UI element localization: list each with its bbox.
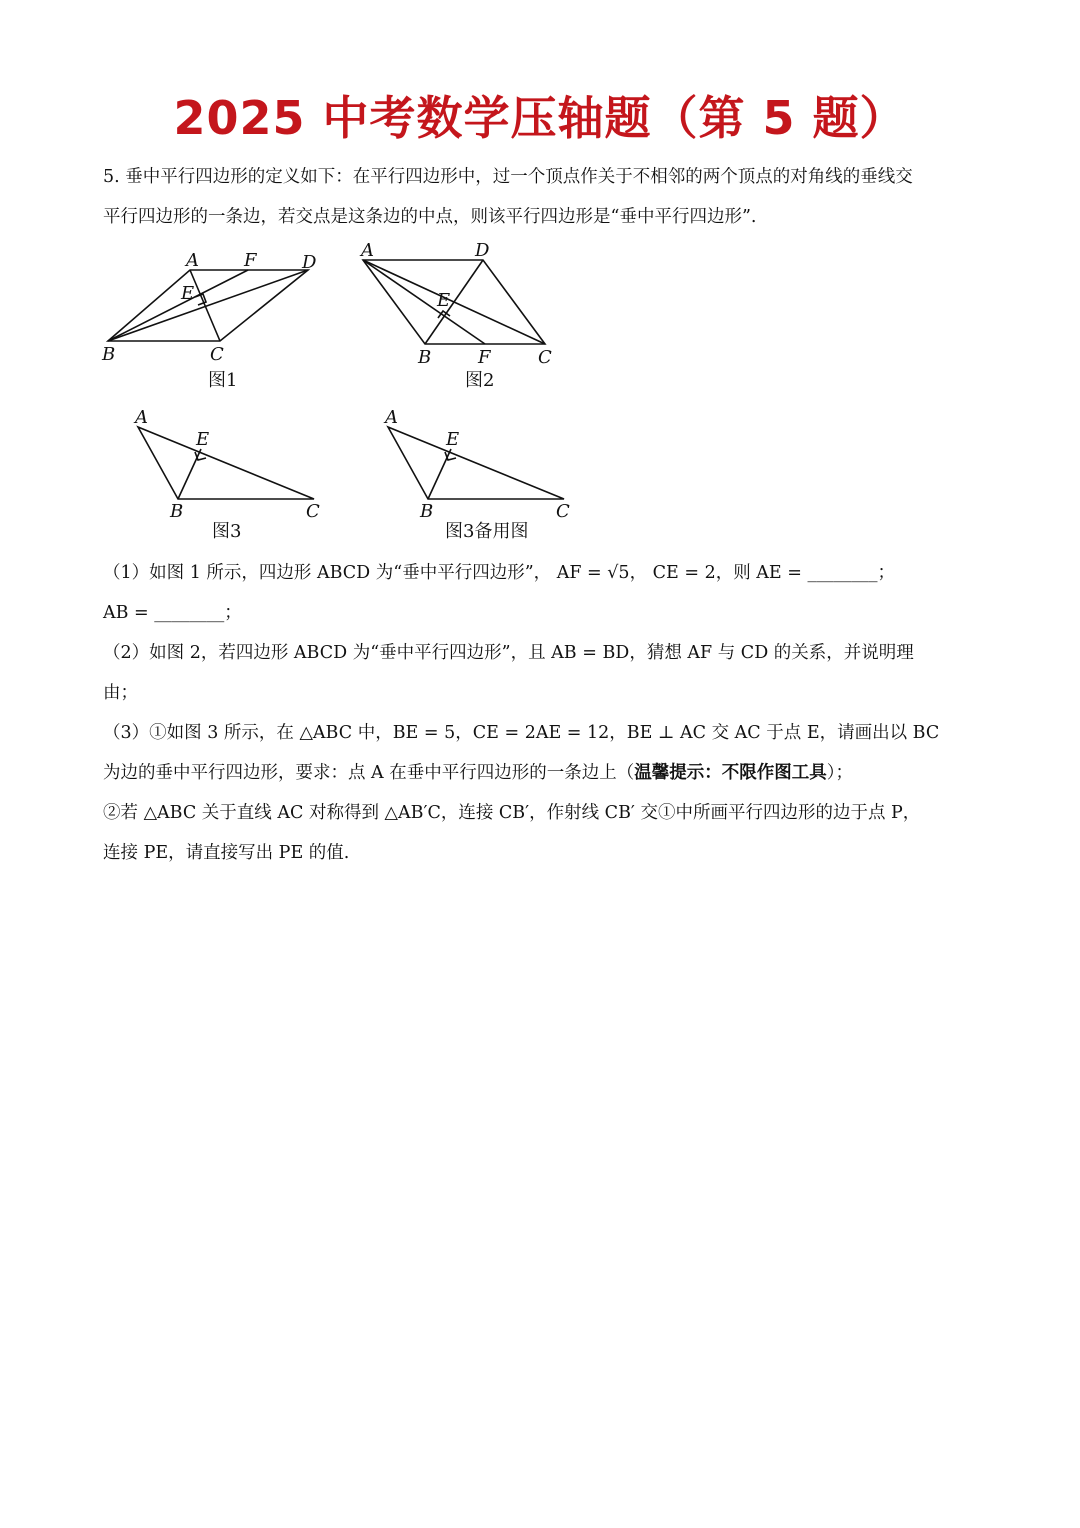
- fig1-diagonal-bd: [108, 270, 308, 341]
- intro-line-2: 平行四边形的一条边，若交点是这条边的中点，则该平行四边形是“垂中平行四边形”.: [103, 207, 757, 227]
- fig1-label-b: B: [102, 344, 116, 365]
- problem-intro: [103, 157, 983, 237]
- fig1-label-f: F: [244, 250, 257, 271]
- fig1-label-c: C: [210, 344, 224, 365]
- fig2-label-c: C: [538, 347, 552, 368]
- q3-line-2-b: ）；: [826, 763, 854, 783]
- figure-3-backup: [378, 405, 588, 549]
- fig2-label-b: B: [418, 347, 432, 368]
- q3-line-4: 连接 PE，请直接写出 PE 的值.: [103, 843, 350, 863]
- q2-line-2: 由；: [103, 683, 138, 703]
- fig3b-altitude-be: [428, 449, 451, 499]
- q1-line-1: （1）如图 1 所示，四边形 ABCD 为“垂中平行四边形”， AF = √5， CE = 2，则 AE = ________；: [103, 563, 895, 583]
- figure-2: [355, 238, 565, 397]
- questions: [103, 553, 983, 873]
- fig2-diagonal-ac: [363, 260, 545, 344]
- fig3-label-c: C: [306, 501, 320, 522]
- fig1-right-angle: [195, 294, 206, 305]
- figure-3: [128, 405, 338, 549]
- fig1-caption: 图1: [208, 370, 238, 391]
- fig2-segment-af: [363, 260, 485, 344]
- fig2-label-e: E: [437, 290, 451, 311]
- q2-line-1: （2）如图 2，若四边形 ABCD 为“垂中平行四边形”，且 AB = BD，猜想 AF 与 CD 的关系，并说明理: [103, 643, 914, 663]
- fig3-caption: 图3: [212, 521, 242, 542]
- fig3-triangle: [138, 427, 314, 499]
- q3-line-1: （3）①如图 3 所示，在 △ABC 中，BE = 5，CE = 2AE = 12，BE ⊥ AC 交 AC 于点 E，请画出以 BC: [103, 723, 940, 743]
- fig3-label-b: B: [170, 501, 184, 522]
- fig2-caption: 图2: [465, 370, 495, 391]
- fig3b-caption: 图3备用图: [445, 521, 529, 542]
- q3-line-2-a: 为边的垂中平行四边形，要求：点 A 在垂中平行四边形的一条边上（: [103, 763, 635, 783]
- fig3b-label-a: A: [385, 407, 398, 428]
- fig3b-triangle: [388, 427, 564, 499]
- fig2-label-a: A: [361, 240, 374, 261]
- fig1-label-d: D: [302, 252, 317, 273]
- intro-line-1: 5. 垂中平行四边形的定义如下：在平行四边形中，过一个顶点作关于不相邻的两个顶点的对角线的垂线交: [103, 167, 913, 187]
- fig3-altitude-be: [178, 449, 201, 499]
- fig1-diagonal-ac: [190, 270, 220, 341]
- fig3b-label-c: C: [556, 501, 570, 522]
- fig3b-label-e: E: [446, 429, 460, 450]
- q3-tip: 温馨提示：不限作图工具: [634, 763, 827, 783]
- fig3-label-a: A: [135, 407, 148, 428]
- q1-line-2: AB = ________；: [103, 603, 242, 623]
- fig3-label-e: E: [196, 429, 210, 450]
- page-title: 2025 中考数学压轴题（第 5 题）: [173, 91, 907, 145]
- figure-1: [98, 244, 328, 398]
- fig2-label-d: D: [475, 240, 490, 261]
- fig3b-label-b: B: [420, 501, 434, 522]
- fig1-label-a: A: [186, 250, 199, 271]
- fig1-label-e: E: [181, 283, 195, 304]
- q3-line-3: ②若 △ABC 关于直线 AC 对称得到 △AB′C，连接 CB′，作射线 CB′ 交①中所画平行四边形的边于点 P，: [103, 803, 921, 823]
- fig2-label-f: F: [478, 347, 491, 368]
- q3-line-2: [103, 753, 983, 793]
